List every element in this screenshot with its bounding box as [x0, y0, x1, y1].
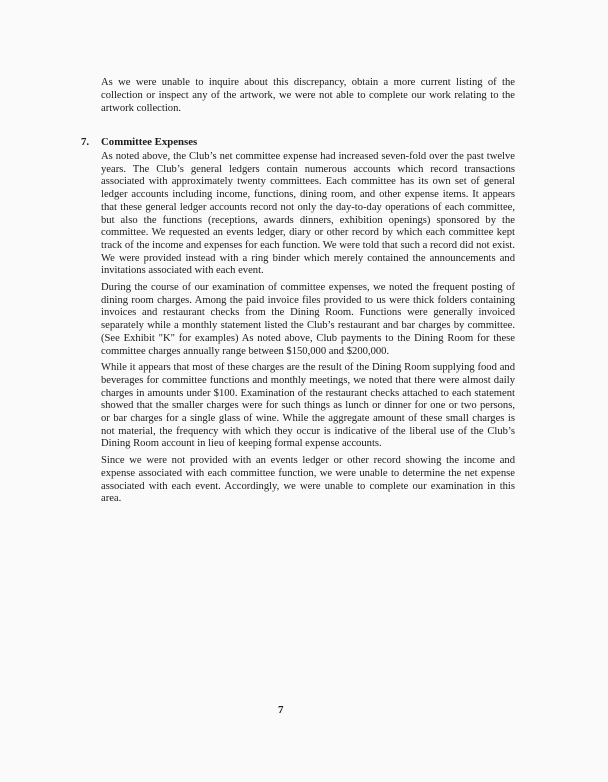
- paragraph: Since we were not provided with an events ledger or other record showing the income and expense associated with each committee function, we were unable to determine the net expense associated with each event. Accordingly, we were unable to complete our examination in this area.: [101, 455, 515, 505]
- page-number: 7: [278, 704, 284, 716]
- section-heading: [81, 136, 197, 149]
- section-number: 7.: [81, 136, 90, 148]
- paragraph: During the course of our examination of committee expenses, we noted the frequent posting of dining room charges. Among the paid invoice files provided to us were thick folders containing invoices and restaurant checks from the Dining Room. Functions were generally invoiced separately while a monthly statement listed the Club’s restaurant and bar charges by committee. (See Exhibit "K" for examples) As noted above, Club payments to the Dining Room for these committee charges annually range between $150,000 and $200,000.: [101, 282, 515, 357]
- paragraph: While it appears that most of these charges are the result of the Dining Room supplying food and beverages for committee functions and monthly meetings, we noted that there were almost daily charges in amounts under $100. Examination of the restaurant checks attached to each statement showed that the smaller charges were for such things as lunch or dinner for one or two persons, or bar charges for a single glass of wine. While the aggregate amount of these small charges is not material, the frequency with which they occur is indicative of the liberal use of the Club’s Dining Room account in lieu of keeping formal expense accounts.: [101, 362, 515, 450]
- intro-paragraph: As we were unable to inquire about this discrepancy, obtain a more current listing of the collection or inspect any of the artwork, we were not able to complete our work relating to the artwork collection.: [101, 77, 515, 114]
- section-body: [101, 151, 515, 510]
- section-title: Committee Expenses: [101, 136, 198, 148]
- paragraph: As noted above, the Club’s net committee expense had increased seven-fold over the past twelve years. The Club’s general ledgers contain numerous accounts which record transactions associated with approximately twenty committees. Each committee has its own set of general ledger accounts including income, functions, dining room, and other expense items. It appears that these general ledger accounts record not only the day-to-day operations of each committee, but also the functions (receptions, awards dinners, exhibition openings) sponsored by the committee. We requested an events ledger, diary or other record by which each committee kept track of the income and expenses for each function. We were told that such a record did not exist. We were provided instead with a ring binder which merely contained the announcements and invitations associated with each event.: [101, 151, 515, 277]
